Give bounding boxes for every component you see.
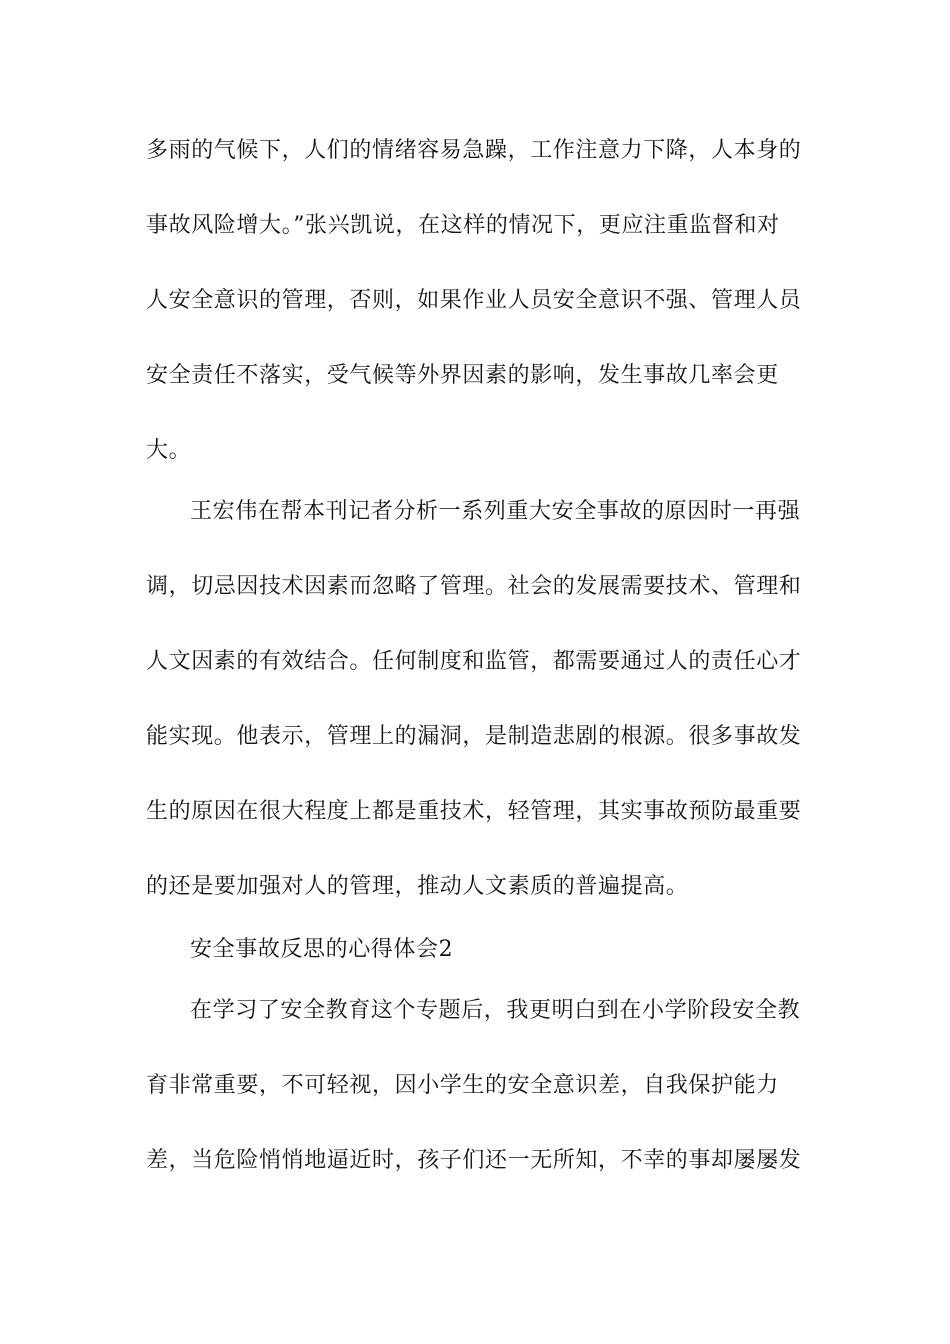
paragraph-2-line-2: 调，切忌因技术因素而忽略了管理。社会的发展需要技术、管理和 bbox=[146, 574, 802, 599]
paragraph-2-line-3: 人文因素的有效结合。任何制度和监管，都需要通过人的责任心才 bbox=[146, 649, 802, 674]
paragraph-2-line-5: 生的原因在很大程度上都是重技术，轻管理，其实事故预防最重要 bbox=[146, 799, 802, 824]
paragraph-3-line-2: 育非常重要，不可轻视，因小学生的安全意识差，自我保护能力 bbox=[146, 1073, 779, 1098]
paragraph-3-line-1: 在学习了安全教育这个专题后，我更明白到在小学阶段安全教 bbox=[190, 998, 801, 1023]
paragraph-1-line-5: 大。 bbox=[146, 438, 192, 463]
paragraph-1-line-2: 事故风险增大。”张兴凯说，在这样的情况下，更应注重监督和对 bbox=[146, 213, 780, 238]
paragraph-2-line-4: 能实现。他表示，管理上的漏洞，是制造悲剧的根源。很多事故发 bbox=[146, 724, 802, 749]
section-heading: 安全事故反思的心得体会2 bbox=[190, 937, 454, 962]
paragraph-2-line-6: 的还是要加强对人的管理，推动人文素质的普遍提高。 bbox=[146, 874, 689, 899]
paragraph-1-line-3: 人安全意识的管理，否则，如果作业人员安全意识不强、管理人员 bbox=[146, 288, 802, 313]
paragraph-1-line-1: 多雨的气候下，人们的情绪容易急躁，工作注意力下降，人本身的 bbox=[146, 138, 802, 163]
paragraph-1-line-4: 安全责任不落实，受气候等外界因素的影响，发生事故几率会更 bbox=[146, 363, 779, 388]
paragraph-2-line-1: 王宏伟在帮本刊记者分析一系列重大安全事故的原因时一再强 bbox=[190, 499, 801, 524]
paragraph-3-line-3: 差，当危险悄悄地逼近时，孩子们还一无所知，不幸的事却屡屡发 bbox=[146, 1148, 802, 1173]
